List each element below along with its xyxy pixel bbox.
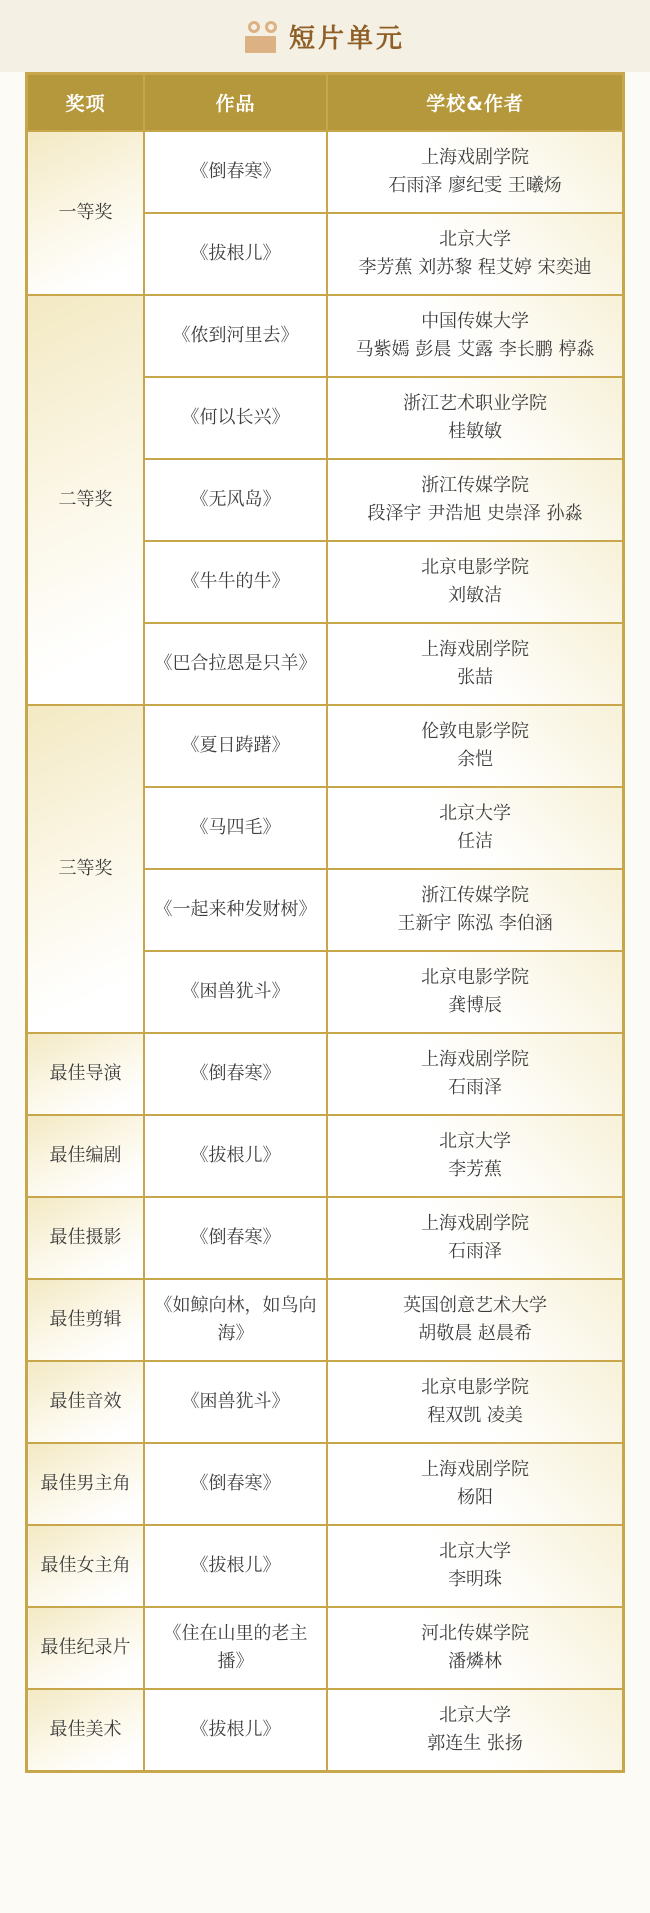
work-title-cell: 《如鲸向林，如鸟向海》: [144, 1279, 327, 1361]
work-title-cell: 《困兽犹斗》: [144, 951, 327, 1033]
work-title-cell: 《巴合拉恩是只羊》: [144, 623, 327, 705]
school-author-cell: [327, 1361, 623, 1443]
school-name: 浙江传媒学院: [421, 885, 530, 906]
work-title-cell: 《拔根儿》: [144, 1689, 327, 1772]
table-row: [27, 1361, 624, 1443]
column-header-award: 奖项: [27, 74, 144, 132]
school-author-cell: [327, 377, 623, 459]
school-name: 上海戏剧学院: [421, 1213, 530, 1234]
table-row: [27, 1443, 624, 1525]
award-cell: 最佳音效: [27, 1361, 144, 1443]
author-names: 王新宇 陈泓 李伯涵: [397, 913, 553, 934]
school-name: 浙江传媒学院: [421, 475, 530, 496]
school-author-cell: [327, 295, 623, 377]
school-name: 上海戏剧学院: [421, 1459, 530, 1480]
author-names: 潘燐林: [448, 1651, 503, 1672]
table-row: [27, 1279, 624, 1361]
table-row: [27, 1197, 624, 1279]
bottom-spacer: [0, 1773, 650, 1793]
school-name: 北京大学: [439, 803, 512, 824]
work-title-cell: 《何以长兴》: [144, 377, 327, 459]
award-cell: 最佳剪辑: [27, 1279, 144, 1361]
work-title-cell: 《拔根儿》: [144, 213, 327, 295]
table-row: [27, 1115, 624, 1197]
section-header: [0, 0, 650, 72]
work-title-cell: 《侬到河里去》: [144, 295, 327, 377]
author-names: 桂敏敏: [448, 421, 503, 442]
school-author-cell: [327, 869, 623, 951]
author-names: 李芳蕉 刘苏黎 程艾婷 宋奕迪: [358, 257, 592, 278]
column-header-work: 作品: [144, 74, 327, 132]
school-author-cell: [327, 1033, 623, 1115]
author-names: 张喆: [457, 667, 494, 688]
work-title-cell: 《住在山里的老主播》: [144, 1607, 327, 1689]
camera-body-shape: [245, 36, 276, 53]
author-names: 李明珠: [448, 1569, 503, 1590]
author-names: 李芳蕉: [448, 1159, 503, 1180]
table-row: [27, 295, 624, 377]
school-name: 中国传媒大学: [421, 311, 530, 332]
author-names: 刘敏洁: [448, 585, 503, 606]
table-row: [27, 1689, 624, 1772]
author-names: 任洁: [457, 831, 494, 852]
author-names: 石雨泽: [448, 1241, 503, 1262]
table-row: [27, 131, 624, 213]
author-names: 余恺: [457, 749, 494, 770]
award-cell: 最佳摄影: [27, 1197, 144, 1279]
award-cell: 最佳纪录片: [27, 1607, 144, 1689]
page-title: 短片单元: [288, 23, 405, 54]
school-author-cell: [327, 1197, 623, 1279]
work-title-cell: 《牛牛的牛》: [144, 541, 327, 623]
school-author-cell: [327, 1115, 623, 1197]
school-author-cell: [327, 1443, 623, 1525]
author-names: 郭连生 张扬: [427, 1733, 523, 1754]
author-names: 石雨泽 廖纪雯 王曦炀: [388, 175, 562, 196]
award-cell: 最佳编剧: [27, 1115, 144, 1197]
school-author-cell: [327, 623, 623, 705]
school-author-cell: [327, 459, 623, 541]
table-row: [27, 1607, 624, 1689]
work-title-cell: 《无风岛》: [144, 459, 327, 541]
author-names: 龚博辰: [448, 995, 503, 1016]
school-name: 河北传媒学院: [421, 1623, 530, 1644]
school-author-cell: [327, 1689, 623, 1772]
column-header-school-author: 学校&作者: [327, 74, 623, 132]
school-name: 上海戏剧学院: [421, 147, 530, 168]
table-header: [27, 74, 624, 132]
work-title-cell: 《倒春寒》: [144, 1443, 327, 1525]
work-title-cell: 《困兽犹斗》: [144, 1361, 327, 1443]
award-cell: 二等奖: [27, 295, 144, 705]
school-author-cell: [327, 705, 623, 787]
school-name: 浙江艺术职业学院: [403, 393, 548, 414]
work-title-cell: 《倒春寒》: [144, 1197, 327, 1279]
school-author-cell: [327, 1525, 623, 1607]
work-title-cell: 《拔根儿》: [144, 1115, 327, 1197]
author-names: 杨阳: [457, 1487, 494, 1508]
school-author-cell: [327, 131, 623, 213]
school-name: 上海戏剧学院: [421, 639, 530, 660]
awards-table: [25, 72, 625, 1773]
school-author-cell: [327, 541, 623, 623]
school-name: 北京大学: [439, 1541, 512, 1562]
film-reel-circles: [248, 21, 277, 33]
work-title-cell: 《马四毛》: [144, 787, 327, 869]
table-row: [27, 1033, 624, 1115]
school-name: 伦敦电影学院: [421, 721, 530, 742]
film-camera-icon: [245, 21, 277, 53]
table-body: [27, 131, 624, 1772]
school-author-cell: [327, 1607, 623, 1689]
work-title-cell: 《一起来种发财树》: [144, 869, 327, 951]
work-title-cell: 《倒春寒》: [144, 1033, 327, 1115]
school-name: 北京大学: [439, 1705, 512, 1726]
award-cell: 一等奖: [27, 131, 144, 295]
school-name: 北京电影学院: [421, 557, 530, 578]
work-title-cell: 《夏日踌躇》: [144, 705, 327, 787]
award-cell: 最佳女主角: [27, 1525, 144, 1607]
award-cell: 最佳导演: [27, 1033, 144, 1115]
table-row: [27, 1525, 624, 1607]
author-names: 石雨泽: [448, 1077, 503, 1098]
table-row: [27, 705, 624, 787]
school-author-cell: [327, 1279, 623, 1361]
award-cell: 最佳美术: [27, 1689, 144, 1772]
work-title-cell: 《倒春寒》: [144, 131, 327, 213]
author-names: 段泽宇 尹浩旭 史崇泽 孙淼: [367, 503, 583, 524]
header-row: [27, 74, 624, 132]
author-names: 胡敬晨 赵晨希: [418, 1323, 532, 1344]
school-author-cell: [327, 951, 623, 1033]
award-cell: 最佳男主角: [27, 1443, 144, 1525]
school-author-cell: [327, 787, 623, 869]
author-names: 程双凯 凌美: [427, 1405, 523, 1426]
school-name: 英国创意艺术大学: [403, 1295, 548, 1316]
work-title-cell: 《拔根儿》: [144, 1525, 327, 1607]
author-names: 马紫嫣 彭晨 艾露 李长鹏 楟淼: [355, 339, 595, 360]
school-name: 北京电影学院: [421, 967, 530, 988]
school-name: 北京电影学院: [421, 1377, 530, 1398]
school-name: 上海戏剧学院: [421, 1049, 530, 1070]
school-name: 北京大学: [439, 229, 512, 250]
award-cell: 三等奖: [27, 705, 144, 1033]
school-name: 北京大学: [439, 1131, 512, 1152]
school-author-cell: [327, 213, 623, 295]
